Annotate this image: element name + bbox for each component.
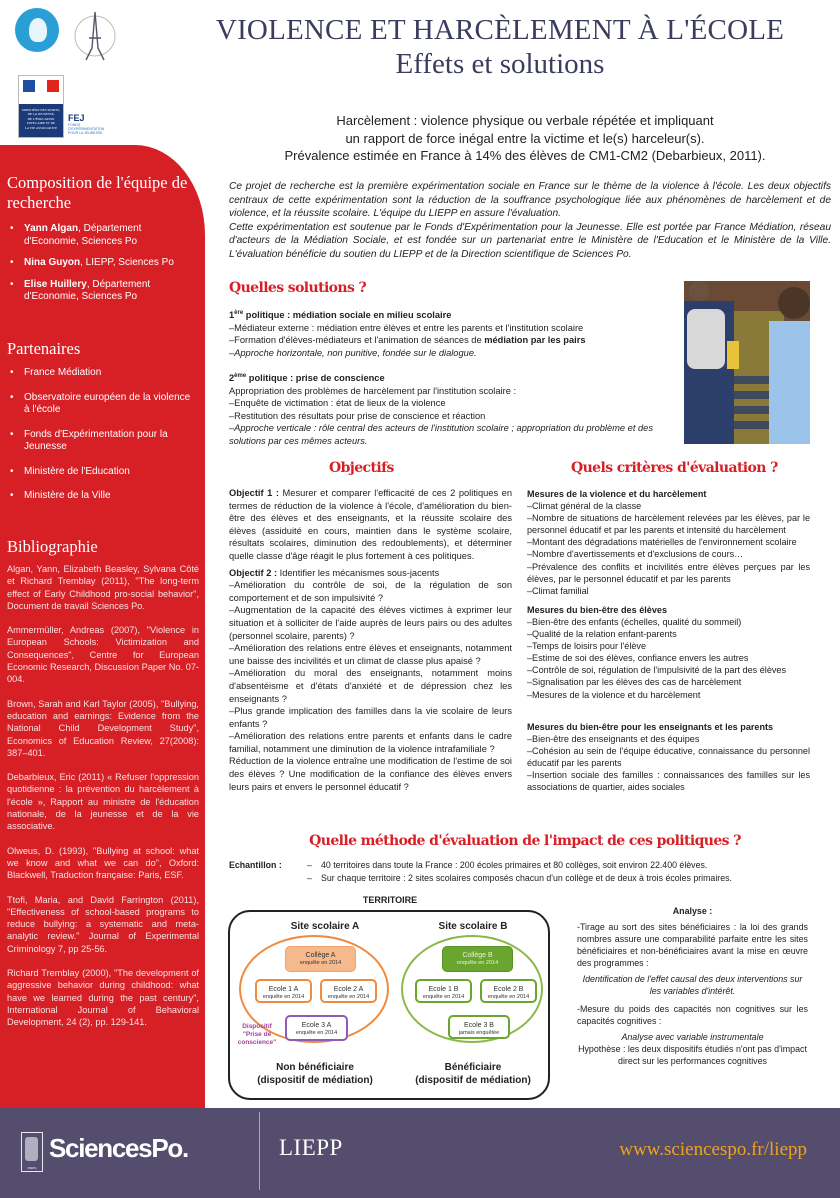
objectifs-title: Objectifs	[329, 460, 394, 476]
bibliography-entry: Debarbieux, Eric (2011) « Refuser l'oppression quotidienne : la prévention du harcèlement à l'école », Rapport au ministre de l'éducation nationale, de la jeunesse et de la vie associative.	[7, 772, 199, 832]
team-member: • Nina Guyon, LIEPP, Sciences Po	[8, 257, 198, 270]
echantillon-item: – Sur chaque territoire : 2 sites scolaires composés chacun d'un collège et de deux à trois écoles primaires.	[307, 872, 840, 885]
site-b-label: Site scolaire B	[438, 921, 508, 932]
students-stairs-photo	[684, 281, 810, 444]
criteres-section	[527, 488, 810, 800]
ecole-1a-box: Ecole 1 A enquête en 2014	[255, 979, 312, 1003]
sorbonne-paris-cite-logo	[72, 8, 118, 68]
partner-item: • Fonds d'Expérimentation pour la Jeunesse	[8, 429, 198, 454]
bibliography-entry: Ttofi, Maria, and David Farrington (2011), "Effectiveness of school-based programs to reduce bullying: a systematic and meta-analytic review." Journal of Experimental Criminology 7, pp 25-56.	[7, 894, 199, 954]
dispositif-label: Dispositif "Prise de conscience"	[237, 1023, 277, 1046]
college-a-box: Collège A enquête en 2014	[285, 946, 356, 972]
partner-item: • France Médiation	[8, 367, 198, 380]
criteres-title: Quels critères d'évaluation ?	[571, 460, 778, 476]
bibliography-entry: Ammermüller, Andreas (2007), "Violence in European Schools: Victimization and Consequences", Centre for European Economic Research, Discussion Paper No. 07-004.	[7, 625, 199, 685]
partner-list	[8, 367, 198, 515]
policy-1-heading: 1ère politique : médiation sociale en milieu scolaire	[229, 310, 452, 321]
website-link[interactable]: www.sciencespo.fr/liepp	[619, 1139, 807, 1160]
objectif-1: Objectif 1 : Mesurer et comparer l'efficacité de ces 2 politiques en termes de réduction de la violence à l'école, d'amélioration du bien-être des élèves et des enseignants, et la réussite scolaire des élèves (assiduité en cours, maintien dans le système scolaire, résultats scolaires, diminution des redoublements), et déterminer quelle classe d'âge réagit le plus fortement à ces politiques.	[229, 488, 513, 561]
ecole-2a-box: Ecole 2 A enquête en 2014	[320, 979, 377, 1003]
title: VIOLENCE ET HARCÈLEMENT À L'ÉCOLE	[215, 14, 785, 46]
college-b-box: Collège B enquête en 2014	[442, 946, 513, 972]
analyse-section: Analyse : -Tirage au sort des sites bénéficiaires : la loi des grands nombres assure une comparabilité parfaite entre les sites bénéficiaires et non-bénéficiaires avant la mise en œuvre des programmes : Identification de l'effet causal des deux interventions sur les variables d'intérêt. -Mesure du poids des capacités non cognitives sur les capacités cognitives : Analyse avec variable instrumentale Hypothèse : les deux dispositifs étudiés n'ont pas d'impact direct sur les performances cognitives	[577, 906, 808, 1066]
methode-title: Quelle méthode d'évaluation de l'impact de ces politiques ?	[309, 833, 741, 849]
analyse-title: Analyse :	[672, 906, 713, 916]
criteria-block: Mesures du bien-être pour les enseignants et les parents –Bien-être des enseignants et des équipes –Cohésion au sein de l'équipe éducative, connaissance du personnel éducatif par les parents –Insertion sociale des familles : connaissances des familles sur les associations de quartier, aides sociales	[527, 721, 810, 793]
poster-title	[160, 14, 840, 80]
solutions-section: 1ère politique : médiation sociale en milieu scolaire –Médiateur externe : médiation entre élèves et entre les parents et l'institution scolaire –Formation d'élèves-médiateurs et l'animation de séances de médiation par les pairs –Approche horizontale, non punitive, fondée sur le dialogue. 2ème politique : prise de conscience Appropriation des problèmes de harcèlement par l'institution scolaire : –Enquête de victimation : état de lieux de la violence –Restitution des résultats pour prise de conscience et réaction –Approche verticale : rôle central des acteurs de l'institution scolaire ; appropriation du problème et des solutions par ces mêmes acteurs.	[229, 307, 669, 447]
team-list	[8, 223, 198, 313]
partner-item: • Ministère de l'Education	[8, 466, 198, 479]
investissements-avenir-logo	[15, 8, 59, 52]
territoire-label: TERRITOIRE	[362, 895, 418, 905]
partner-item: • Observatoire européen de la violence à l'école	[8, 392, 198, 417]
partner-item: • Ministère de la Ville	[8, 490, 198, 503]
echantillon	[229, 859, 840, 884]
subtitle: Effets et solutions	[395, 48, 605, 80]
team-member: • Elise Huillery, Département d'Economie, Sciences Po	[8, 279, 198, 304]
non-beneficiaire-label: Non bénéficiaire (dispositif de médiation)	[257, 1062, 373, 1086]
fej-logo: FEJ	[68, 113, 85, 123]
bibliography-entry: Olweus, D. (1993), "Bullying at school: what we know and what we can do", Oxford: Blackwell, Traduction française: Paris, ESF.	[7, 845, 199, 881]
sciencespo-brand: SciencesPo.	[49, 1133, 188, 1163]
echantillon-item: – 40 territoires dans toute la France : 200 écoles primaires et 80 collèges, soit environ 22.400 élèves.	[307, 859, 840, 872]
team-title: Composition de l'équipe de recherche	[7, 173, 188, 212]
sciencespo-crest-icon	[21, 1132, 43, 1172]
footer	[0, 1108, 840, 1198]
liepp-label: LIEPP	[279, 1135, 343, 1160]
criteria-block: Mesures de la violence et du harcèlement –Climat général de la classe –Nombre de situations de harcèlement relevées par les élèves, par le personnel éducatif et par les parents et intensité du harcèlement –Montant des dégradations matérielles de l'environnement scolaire –Nombre d'avertissements et d'exclusions de cours… –Prévalence des conflits et incivilités entre élèves perçues par les élèves, par le personnel éducatif et par les parents –Climat familial	[527, 489, 810, 596]
bibliography-entry: Algan, Yann, Elizabeth Beasley, Sylvana Côté et Richard Tremblay (2011), "The long-term effect of Early Childhood pro-social behavior", Document de travail Sciences Po.	[7, 564, 199, 611]
criteria-block: Mesures du bien-être des élèves –Bien-être des enfants (échelles, qualité du sommeil) –Qualité de la relation enfant-parents –Temps de loisirs pour l'élève –Estime de soi des élèves, confiance envers les autres –Contrôle de soi, régulation de l'impulsivité de la part des élèves –Signalisation par les élèves des cas de harcèlement –Mesures de la violence et du harcèlement	[527, 604, 787, 700]
bibliography-title: Bibliographie	[7, 537, 98, 556]
bibliography-entry: Brown, Sarah and Karl Taylor (2005), "Bullying, education and earnings: Evidence from the National Child Development Study", Economics of Education Review, 27(2008): 387–401.	[7, 698, 199, 758]
marianne-flag-icon	[23, 80, 59, 92]
abstract: Ce projet de recherche est la première expérimentation sociale en France sur le thème de la violence à l'école. Les deux objectifs centraux de cette expérimentation sont la réduction de la souffrance psychologique liée aux phénomènes de harcèlement et de violence, et la réussite scolaire. L'équipe du LIEPP en assure l'évaluation. Cette expérimentation est soutenue par le Fonds d'Expérimentation pour la Jeunesse. Elle est portée par France Médiation, réseau d'acteurs de la Médiation Sociale, et est fondée sur un partenariat entre le Ministère de l'Education et le Ministère de la Ville. L'évaluation bénéficie du soutien du LIEPP et de la Direction scientifique de Sciences Po.	[229, 181, 831, 260]
policy-2-heading: 2ème politique : prise de conscience	[229, 373, 385, 384]
solutions-title: Quelles solutions ?	[229, 280, 367, 296]
echantillon-label: Echantillon :	[229, 860, 282, 870]
footer-divider	[259, 1112, 260, 1190]
bibliography-entry: Richard Tremblay (2000), "The development of aggressive behavior during childhood: what have we learned during the past century", International Journal of Behavioral Development, 24 (2), pp. 129-141.	[7, 968, 199, 1028]
ecole-3b-box: Ecole 3 B jamais enquêtée	[448, 1015, 510, 1039]
ecole-3a-box: Ecole 3 A enquête en 2014	[285, 1015, 348, 1041]
ecole-2b-box: Ecole 2 B enquête en 2014	[480, 979, 537, 1003]
partners-title: Partenaires	[7, 339, 81, 358]
ministere-text: MINISTÈRE DES SPORTS, DE LA JEUNESSE, DE L'ÉDUCATION POPULAIRE ET DE LA VIE ASSOCIATIVE	[19, 104, 63, 137]
team-member: • Yann Algan, Département d'Economie, Sciences Po	[8, 223, 198, 248]
objectif-2: Objectif 2 : Identifier les mécanismes sous-jacents	[229, 567, 440, 578]
sidebar	[0, 145, 205, 1108]
bibliography	[7, 563, 199, 1041]
site-a-label: Site scolaire A	[290, 921, 360, 932]
territoire-diagram	[225, 893, 555, 1105]
beneficiaire-label: Bénéficiaire (dispositif de médiation)	[415, 1062, 531, 1086]
ministere-logo	[18, 75, 64, 138]
fej-subtitle: FONDS D'EXPÉRIMENTATION POUR LA JEUNESSE	[68, 123, 105, 135]
ecole-1b-box: Ecole 1 B enquête en 2014	[415, 979, 472, 1003]
objectifs-section: Objectif 1 : Mesurer et comparer l'efficacité de ces 2 politiques en termes de réduction de la violence à l'école, d'amélioration du bien-être des élèves et des enseignants, et la réussite scolaire des élèves (assiduité en cours, maintien dans le système scolaire, résultats scolaires, diminution des redoublements), et déterminer quelle classe d'âge réagit le plus fortement à ces politiques. Objectif 2 : Identifier les mécanismes sous-jacents –Amélioration du contrôle de soi, de la régulation de son comportement et de son impulsivité ? –Augmentation de la capacité des élèves victimes à exprimer leur situation et à solliciter de l'aide auprès de leurs pairs ou des adultes (personnel scolaire, parents) ? –Amélioration des relations entre élèves et enseignants, notamment une baisse des incivilités et un climat de classe plus apaisé ? –Amélioration du moral des enseignants, notamment moins d'absentéisme et d'états d'anxiété et de dépression chez les enseignants ? –Plus grande implication des familles dans la vie scolaire de leurs enfants ? –Amélioration des relations entre parents et enfants dans le cadre familial, notamment une diminution de la violence intrafamiliale ? Réduction de la violence entraîne une modification de l'estime de soi des élèves ? Une modification de la confiance des élèves envers leurs pairs et envers le personnel éducatif ?	[229, 488, 513, 792]
intro-definition: Harcèlement : violence physique ou verbale répétée et impliquant un rapport de force inégal entre la victime et le(s) harceleur(s). Prévalence estimée en France à 14% des élèves de CM1-CM2 (Debarbieux, 2011).	[284, 113, 766, 163]
